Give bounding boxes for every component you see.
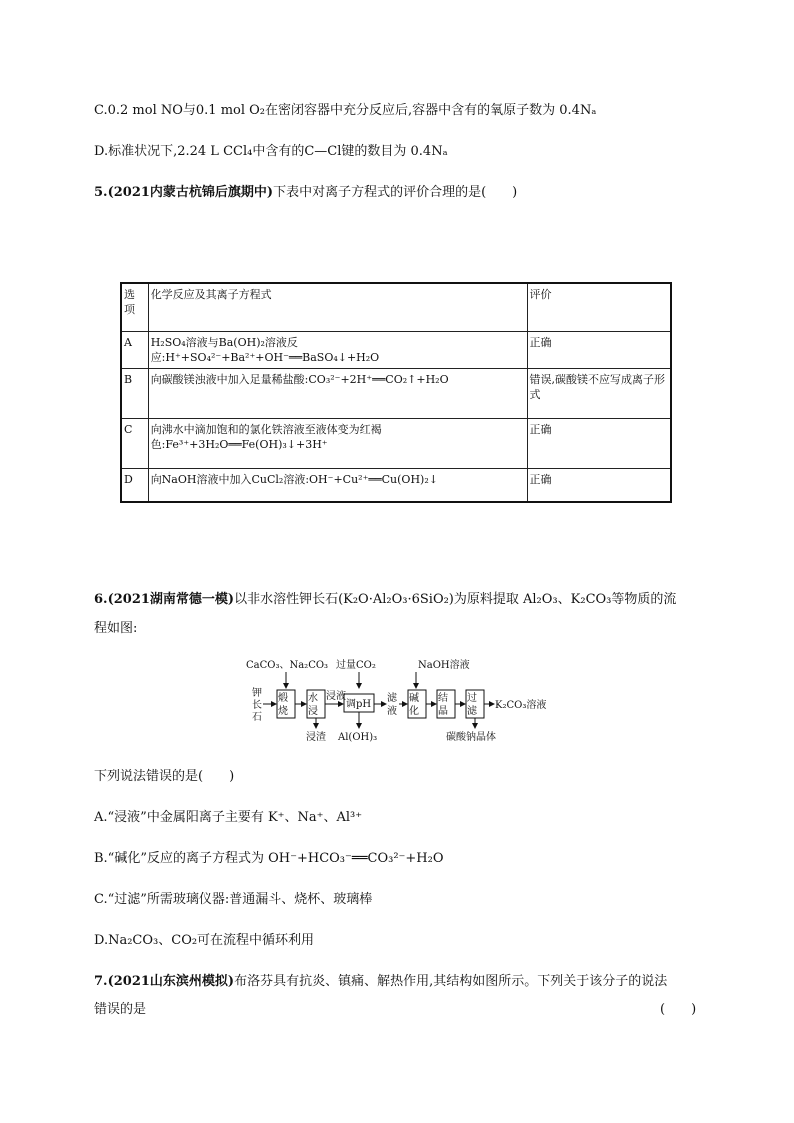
svg-text:碱: 碱 — [409, 693, 419, 704]
svg-text:化: 化 — [409, 706, 419, 717]
question-6-prompt: 下列说法错误的是( ) — [94, 769, 235, 784]
output-residue: 浸渣 — [306, 732, 326, 743]
svg-text:滤: 滤 — [467, 706, 477, 717]
row-equation: 向NaOH溶液中加入CuCl₂溶液:OH⁻+Cu²⁺══Cu(OH)₂↓ — [148, 468, 527, 502]
svg-text:长: 长 — [252, 700, 262, 711]
answer-paren: ( ) — [660, 1002, 697, 1017]
question-7 — [94, 973, 667, 991]
row-option: D — [121, 468, 148, 502]
question-number: 5. — [94, 185, 108, 200]
question-5 — [94, 184, 517, 202]
question-source: (2021内蒙古杭锦后旗期中) — [107, 185, 274, 200]
svg-text:煅: 煅 — [278, 693, 288, 704]
row-evaluation: 正确 — [527, 468, 671, 502]
question-7-cont: 错误的是 — [94, 1002, 147, 1017]
option-c-prev: C.0.2 mol NO与0.1 mol O₂在密闭容器中充分反应后,容器中含有的氧原子数为 0.4Nₐ — [94, 103, 597, 118]
row-equation: 向沸水中滴加饱和的氯化铁溶液至液体变为红褐色:Fe³⁺+3H₂O══Fe(OH)₃↓+3H⁺ — [148, 418, 527, 468]
svg-text:石: 石 — [252, 712, 262, 723]
output-na2co3-crystal: 碳酸钠晶体 — [446, 732, 496, 743]
output-aloh3: Al(OH)₃ — [338, 732, 378, 743]
evaluation-table — [120, 282, 672, 503]
option-b: B.“碱化”反应的离子方程式为 OH⁻+HCO₃⁻══CO₃²⁻+H₂O — [94, 851, 444, 866]
svg-text:烧: 烧 — [278, 706, 288, 717]
svg-text:水: 水 — [308, 693, 318, 704]
row-option: B — [121, 368, 148, 418]
question-6 — [94, 591, 676, 609]
row-equation: H₂SO₄溶液与Ba(OH)₂溶液反应:H⁺+SO₄²⁻+Ba²⁺+OH⁻══BaSO₄↓+H₂O — [148, 331, 527, 368]
svg-text:调pH: 调pH — [346, 699, 372, 710]
svg-text:浸: 浸 — [308, 706, 318, 717]
question-source: (2021山东滨州模拟) — [107, 974, 235, 989]
svg-text:液: 液 — [387, 706, 397, 717]
option-c: C.“过滤”所需玻璃仪器:普通漏斗、烧杯、玻璃棒 — [94, 892, 373, 907]
question-text: 以非水溶性钾长石(K₂O·Al₂O₃·6SiO₂)为原料提取 Al₂O₃、K₂CO₃等物质的流 — [234, 592, 677, 607]
option-a: A.“浸液”中金属阳离子主要有 K⁺、Na⁺、Al³⁺ — [94, 810, 363, 825]
header-equation: 化学反应及其离子方程式 — [148, 283, 527, 331]
row-option: C — [121, 418, 148, 468]
label-filtrate: 滤 — [387, 693, 397, 704]
row-equation: 向碳酸镁浊液中加入足量稀盐酸:CO₃²⁻+2H⁺══CO₂↑+H₂O — [148, 368, 527, 418]
output-k2co3: K₂CO₃溶液 — [495, 700, 547, 711]
option-d: D.Na₂CO₃、CO₂可在流程中循环利用 — [94, 933, 315, 948]
table-row — [121, 418, 671, 468]
row-option: A — [121, 331, 148, 368]
table-row — [121, 368, 671, 418]
table-row — [121, 331, 671, 368]
start-label: 钾 — [252, 688, 262, 699]
svg-text:结: 结 — [438, 693, 448, 704]
process-flow-diagram — [246, 658, 556, 748]
option-d-prev: D.标准状况下,2.24 L CCl₄中含有的C—Cl键的数目为 0.4Nₐ — [94, 144, 448, 159]
svg-text:晶: 晶 — [438, 706, 448, 717]
svg-text:过: 过 — [467, 693, 477, 704]
table-row — [121, 468, 671, 502]
question-number: 7. — [94, 974, 108, 989]
question-6-cont: 程如图: — [94, 621, 138, 636]
input-caco3-na2co3: CaCO₃、Na₂CO₃ — [246, 660, 329, 671]
row-evaluation: 正确 — [527, 331, 671, 368]
input-co2: 过量CO₂ — [336, 660, 376, 671]
question-text: 布洛芬具有抗炎、镇痛、解热作用,其结构如图所示。下列关于该分子的说法 — [234, 974, 668, 989]
row-evaluation: 错误,碳酸镁不应写成离子形式 — [527, 368, 671, 418]
question-number: 6. — [94, 592, 108, 607]
question-text: 下表中对离子方程式的评价合理的是( ) — [273, 185, 518, 200]
label-leachate: 浸液 — [326, 691, 346, 702]
input-naoh: NaOH溶液 — [418, 660, 470, 671]
header-evaluation: 评价 — [527, 283, 671, 331]
row-evaluation: 正确 — [527, 418, 671, 468]
header-option: 选项 — [121, 283, 148, 331]
question-source: (2021湖南常德一模) — [107, 592, 235, 607]
table-header-row — [121, 283, 671, 331]
